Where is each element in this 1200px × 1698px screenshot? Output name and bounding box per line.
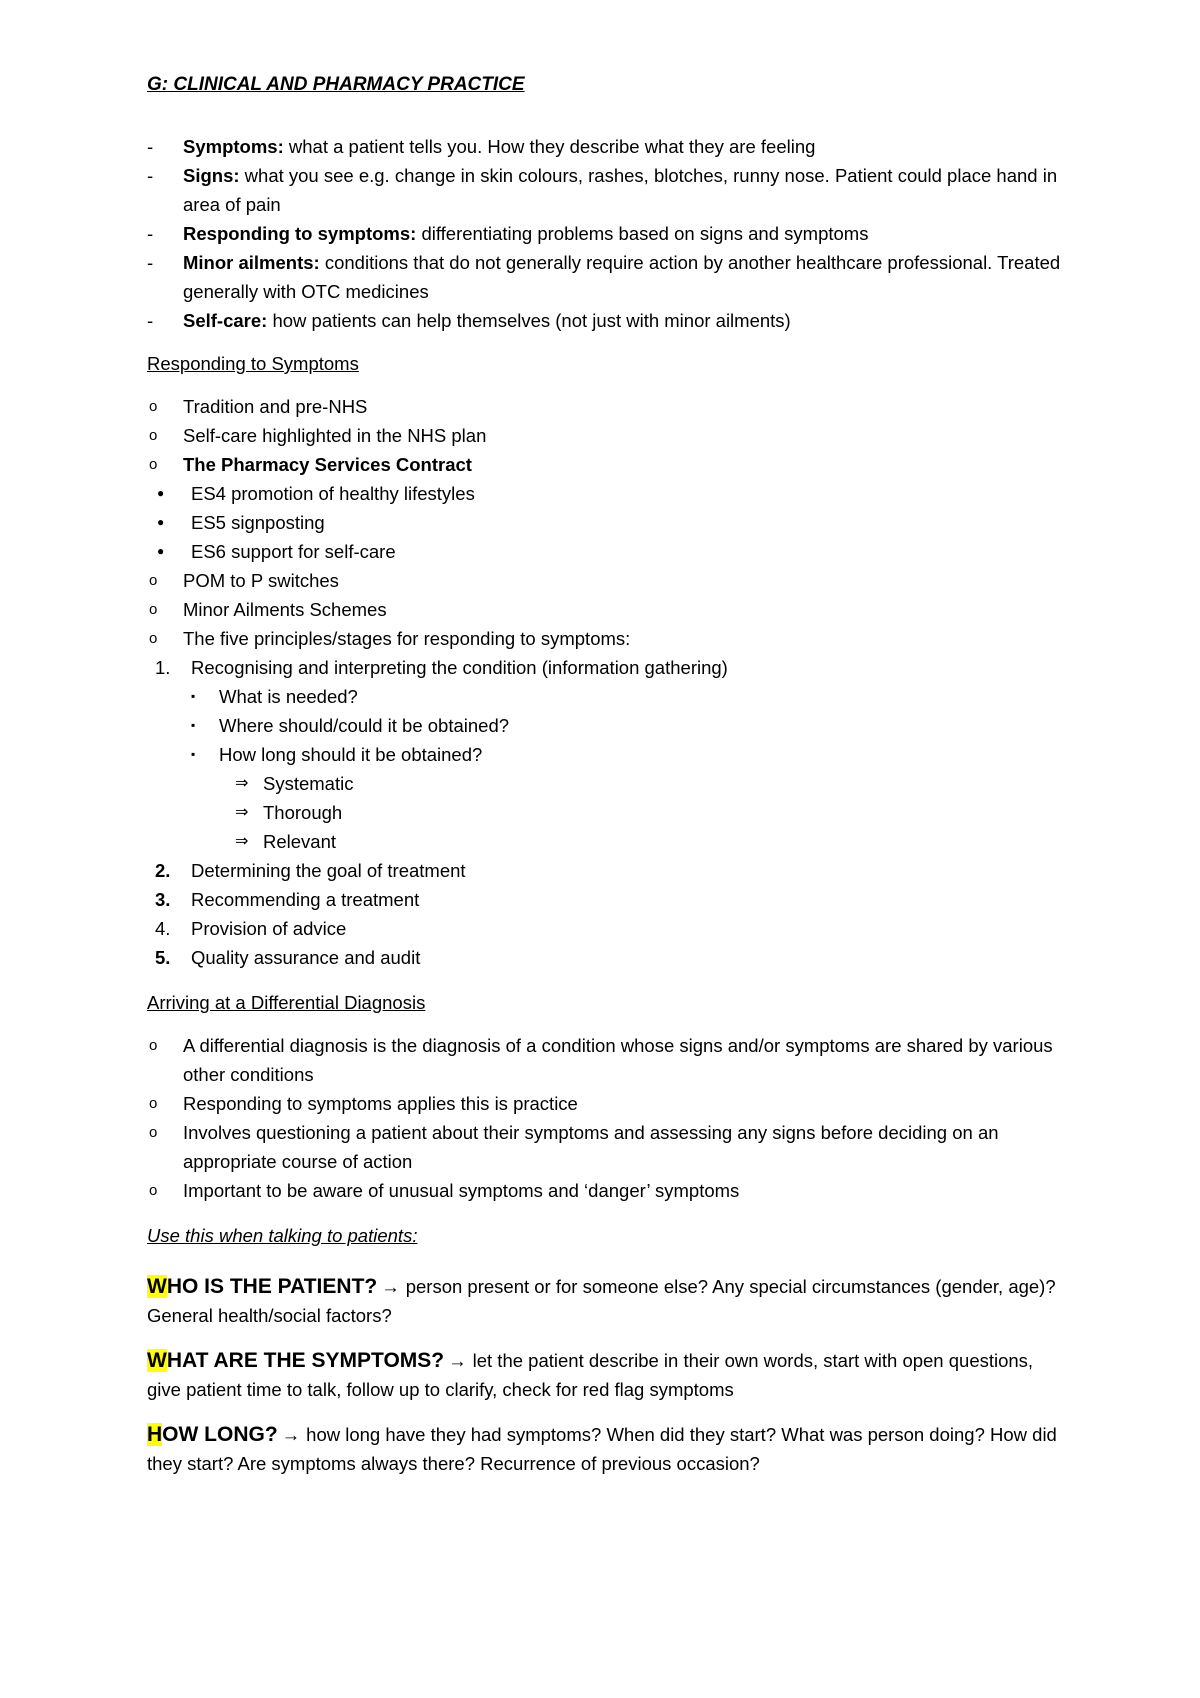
circle-marker: o bbox=[149, 1037, 158, 1054]
dash-marker: - bbox=[147, 310, 154, 331]
list-item-text: The five principles/stages for responding to symptoms: bbox=[183, 628, 631, 649]
circle-marker: o bbox=[149, 1182, 158, 1199]
question-text: let the patient describe in their own words, start with open questions, give patient time to talk, follow up to clarify, check for red flag symptoms bbox=[147, 1350, 1034, 1400]
stage-item bbox=[147, 914, 1067, 943]
definition-item bbox=[147, 161, 1067, 219]
question-text: person present or for someone else? Any special circumstances (gender, age)? General health/social factors? bbox=[147, 1276, 1056, 1326]
question-heading bbox=[147, 1349, 444, 1372]
definition-text: what a patient tells you. How they describe what they are feeling bbox=[283, 136, 816, 157]
circle-marker: o bbox=[149, 572, 158, 589]
definition-item bbox=[147, 132, 1067, 161]
stage-text: Recognising and interpreting the condition (information gathering) bbox=[191, 657, 728, 678]
stage-text: Provision of advice bbox=[191, 918, 347, 939]
definition-term: Symptoms: bbox=[183, 136, 284, 157]
list-item-text: Important to be aware of unusual symptoms and ‘danger’ symptoms bbox=[183, 1180, 740, 1201]
quality-item bbox=[147, 827, 1067, 856]
highlighted-letter: W bbox=[147, 1349, 167, 1372]
square-marker: ▪ bbox=[191, 747, 196, 761]
arrow-icon: → bbox=[281, 1424, 301, 1445]
section-heading-differential: Arriving at a Differential Diagnosis bbox=[147, 992, 426, 1013]
bullet-marker: ● bbox=[157, 515, 165, 529]
document-page bbox=[147, 70, 1067, 1494]
stages-list bbox=[147, 653, 1067, 972]
list-item bbox=[147, 566, 1067, 595]
list-item-text: Involves questioning a patient about their symptoms and assessing any signs before deciding on an appropriate course of action bbox=[183, 1122, 999, 1172]
responding-list bbox=[147, 392, 1067, 972]
definition-item bbox=[147, 248, 1067, 306]
question-heading-rest: OW LONG? bbox=[162, 1423, 278, 1446]
question-text: How long should it be obtained? bbox=[219, 744, 483, 765]
definition-text: differentiating problems based on signs and symptoms bbox=[416, 223, 869, 244]
dash-marker: - bbox=[147, 136, 154, 157]
section-heading-responding: Responding to Symptoms bbox=[147, 353, 359, 374]
circle-marker: o bbox=[149, 456, 158, 473]
definitions-list bbox=[147, 132, 1067, 335]
definition-item bbox=[147, 219, 1067, 248]
circle-marker: o bbox=[149, 630, 158, 647]
stage-text: Determining the goal of treatment bbox=[191, 860, 466, 881]
definition-term: Signs: bbox=[183, 165, 240, 186]
list-item-text: A differential diagnosis is the diagnosis of a condition whose signs and/or symptoms are shared by various other conditions bbox=[183, 1035, 1053, 1085]
definition-text: what you see e.g. change in skin colours, rashes, blotches, runny nose. Patient could place hand in area of pain bbox=[183, 165, 1058, 215]
double-arrow-icon: ⇒ bbox=[235, 833, 249, 850]
questions-sublist bbox=[147, 682, 1067, 856]
list-item bbox=[147, 450, 1067, 566]
list-item-text: The Pharmacy Services Contract bbox=[183, 454, 472, 475]
stage-item bbox=[147, 856, 1067, 885]
list-item-text: Responding to symptoms applies this is practice bbox=[183, 1093, 578, 1114]
stage-number: 5. bbox=[155, 947, 171, 968]
circle-marker: o bbox=[149, 427, 158, 444]
sub-list-item-text: ES4 promotion of healthy lifestyles bbox=[191, 483, 475, 504]
question-heading-rest: HO IS THE PATIENT? bbox=[166, 1275, 378, 1298]
highlighted-letter: W bbox=[147, 1275, 167, 1298]
question-heading bbox=[147, 1275, 377, 1298]
arrow-icon: → bbox=[448, 1350, 467, 1371]
stage-text: Recommending a treatment bbox=[191, 889, 420, 910]
dash-marker: - bbox=[147, 223, 154, 244]
question-who bbox=[147, 1272, 1067, 1330]
dash-marker: - bbox=[147, 252, 154, 273]
list-item-text: Minor Ailments Schemes bbox=[183, 599, 387, 620]
double-arrow-icon: ⇒ bbox=[235, 804, 249, 821]
question-text: What is needed? bbox=[219, 686, 358, 707]
stage-number: 3. bbox=[155, 889, 171, 910]
stage-number: 2. bbox=[155, 860, 171, 881]
question-text: how long have they had symptoms? When did they start? What was person doing? How did they start? Are symptoms always there? Recurrence of previous occasion? bbox=[147, 1424, 1057, 1474]
differential-list bbox=[147, 1031, 1067, 1205]
sub-list-item bbox=[147, 537, 1067, 566]
stage-number: 4. bbox=[155, 918, 171, 939]
sub-list-item bbox=[147, 508, 1067, 537]
highlighted-letter: H bbox=[147, 1423, 163, 1446]
quality-item bbox=[147, 769, 1067, 798]
list-item bbox=[147, 421, 1067, 450]
circle-marker: o bbox=[149, 398, 158, 415]
quality-text: Thorough bbox=[263, 802, 343, 823]
definition-item bbox=[147, 306, 1067, 335]
list-item-text: POM to P switches bbox=[183, 570, 339, 591]
sub-list-item-text: ES6 support for self-care bbox=[191, 541, 396, 562]
list-item bbox=[147, 1118, 1067, 1176]
document-title: G: CLINICAL AND PHARMACY PRACTICE bbox=[147, 74, 525, 95]
question-text: Where should/could it be obtained? bbox=[219, 715, 510, 736]
square-marker: ▪ bbox=[191, 718, 196, 732]
qualities-sublist bbox=[147, 769, 1067, 856]
stage-item bbox=[147, 943, 1067, 972]
stage-item bbox=[147, 653, 1067, 856]
list-item bbox=[147, 1089, 1067, 1118]
circle-marker: o bbox=[149, 1124, 158, 1141]
list-item bbox=[147, 624, 1067, 972]
question-item bbox=[147, 682, 1067, 711]
circle-marker: o bbox=[149, 1095, 158, 1112]
definition-text: how patients can help themselves (not just with minor ailments) bbox=[267, 310, 791, 331]
question-what bbox=[147, 1346, 1067, 1404]
dash-marker: - bbox=[147, 165, 154, 186]
question-how-long bbox=[147, 1420, 1067, 1478]
section-heading-patients: Use this when talking to patients: bbox=[147, 1225, 418, 1246]
definition-term: Minor ailments: bbox=[183, 252, 320, 273]
question-item bbox=[147, 740, 1067, 856]
double-arrow-icon: ⇒ bbox=[235, 775, 249, 792]
stage-text: Quality assurance and audit bbox=[191, 947, 421, 968]
list-item bbox=[147, 1031, 1067, 1089]
list-item-text: Tradition and pre-NHS bbox=[183, 396, 368, 417]
list-item bbox=[147, 1176, 1067, 1205]
question-heading-rest: HAT ARE THE SYMPTOMS? bbox=[166, 1349, 445, 1372]
square-marker: ▪ bbox=[191, 689, 196, 703]
question-item bbox=[147, 711, 1067, 740]
quality-item bbox=[147, 798, 1067, 827]
sub-list-item bbox=[147, 479, 1067, 508]
question-heading bbox=[147, 1423, 278, 1446]
definition-term: Responding to symptoms: bbox=[183, 223, 417, 244]
sub-list-item-text: ES5 signposting bbox=[191, 512, 325, 533]
list-item-text: Self-care highlighted in the NHS plan bbox=[183, 425, 487, 446]
list-item bbox=[147, 595, 1067, 624]
bullet-marker: ● bbox=[157, 486, 165, 500]
contract-sublist bbox=[147, 479, 1067, 566]
arrow-icon: → bbox=[381, 1276, 400, 1297]
bullet-marker: ● bbox=[157, 544, 165, 558]
definition-text: conditions that do not generally require action by another healthcare professional. Treated generally with OTC medicines bbox=[183, 252, 1061, 302]
stage-number: 1. bbox=[155, 657, 171, 678]
circle-marker: o bbox=[149, 601, 158, 618]
list-item bbox=[147, 392, 1067, 421]
quality-text: Relevant bbox=[263, 831, 337, 852]
quality-text: Systematic bbox=[263, 773, 354, 794]
stage-item bbox=[147, 885, 1067, 914]
definition-term: Self-care: bbox=[183, 310, 268, 331]
